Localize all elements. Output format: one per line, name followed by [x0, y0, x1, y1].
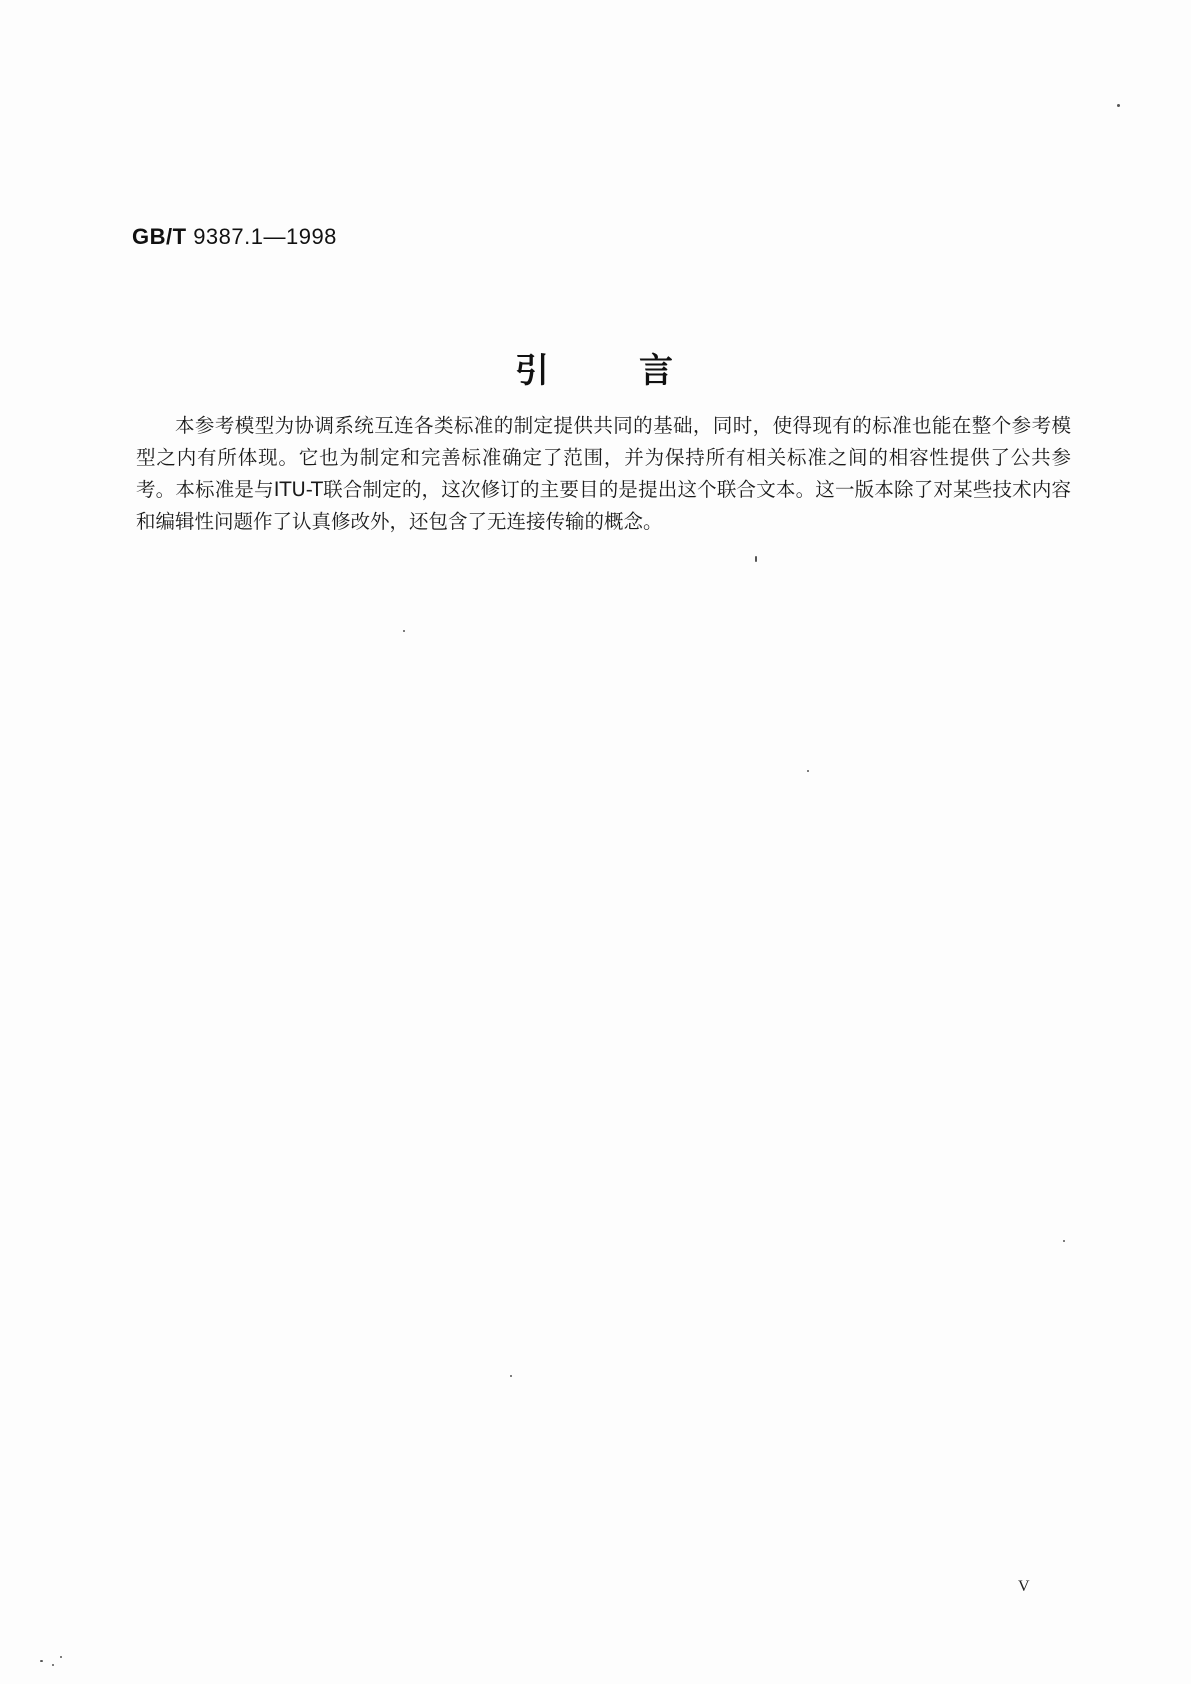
scan-speck — [52, 1664, 54, 1666]
scan-speck — [1063, 1240, 1065, 1242]
scan-speck — [60, 1656, 62, 1658]
scan-speck — [807, 770, 809, 772]
section-title: 引言 — [515, 351, 763, 391]
page-number: V — [1018, 1578, 1030, 1595]
intro-paragraph: 本参考模型为协调系统互连各类标准的制定提供共同的基础，同时，使得现有的标准也能在整个参考模型之内有所体现。它也为制定和完善标准确定了范围，并为保持所有相关标准之间的相容性提供了公共参考。本标准是与ITU-T联合制定的，这次修订的主要目的是提出这个联合文本。这一版本除了对某些技术内容和编辑性问题作了认真修改外，还包含了无连接传输的概念。 — [136, 414, 1071, 533]
scan-speck — [403, 630, 405, 632]
standard-number: 9387.1—1998 — [193, 224, 337, 249]
scan-speck — [40, 1660, 43, 1662]
standard-code — [132, 224, 337, 250]
scan-speck — [1117, 104, 1120, 107]
scan-speck — [755, 556, 757, 562]
standard-prefix: GB/T — [132, 224, 187, 249]
scan-speck — [510, 1375, 512, 1377]
